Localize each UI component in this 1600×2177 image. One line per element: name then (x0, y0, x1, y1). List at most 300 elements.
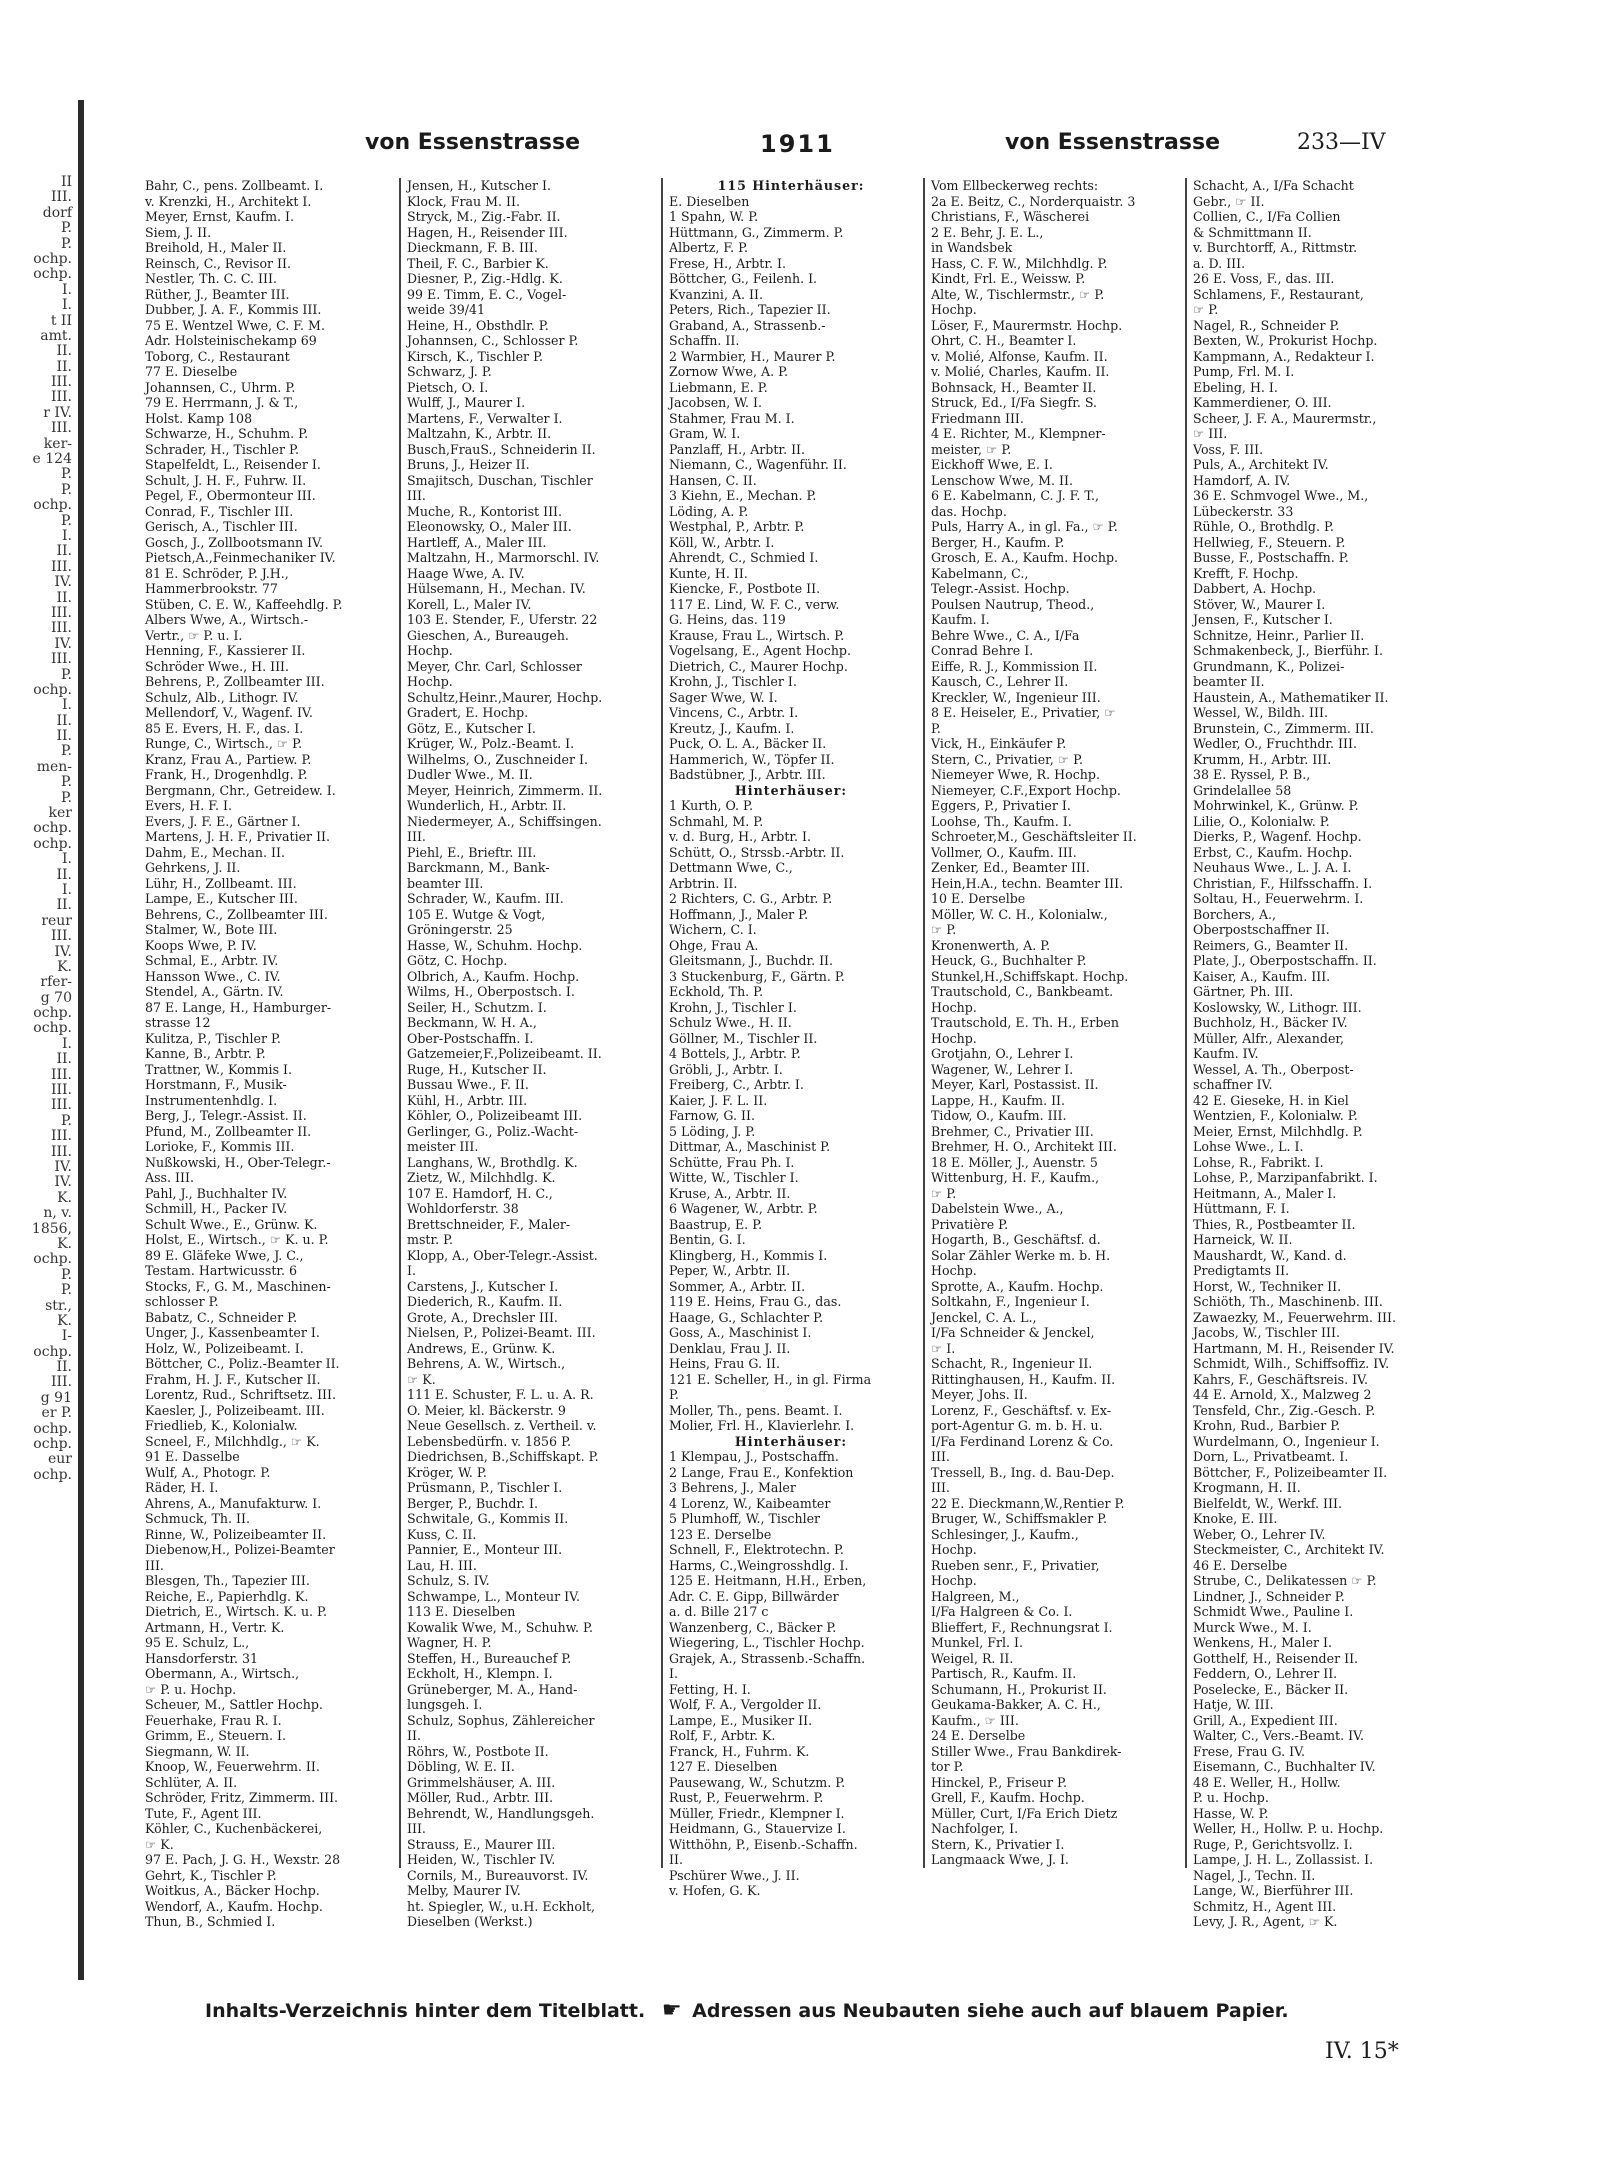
directory-entry: Kammerdiener, O. III. (1193, 395, 1332, 410)
directory-entry: Gieschen, A., Bureaugeh. (407, 627, 569, 643)
directory-entry: Hatje, W. III. (1193, 1697, 1274, 1712)
directory-entry: Erbst, C., Kaufm. Hochp. (1193, 844, 1353, 860)
directory-entry: Kahrs, F., Geschäftsreis. IV. (1193, 1371, 1368, 1387)
directory-entry: Hasse, W. P. (1193, 1805, 1269, 1821)
header-street-right: von Essenstrasse (1005, 130, 1220, 155)
directory-entry: Heitmann, A., Maler I. (1193, 1185, 1337, 1201)
directory-entry: Brehmer, C., Privatier III. (931, 1123, 1094, 1139)
directory-entry: Hüttmann, G., Zimmerm. P. (669, 224, 844, 240)
directory-entry: Stapelfeldt, L., Reisender I. (145, 457, 321, 472)
directory-entry: Walter, C., Vers.-Beamt. IV. (1193, 1728, 1364, 1743)
directory-entry: Eleonowsky, O., Maler III. (407, 519, 572, 534)
directory-entry: Hammerich, W., Töpfer II. (669, 751, 835, 767)
directory-entry: 2a E. Beitz, C., Norderquaistr. 3 (931, 193, 1136, 209)
directory-entry: Badstübner, J., Arbtr. III. (669, 767, 826, 782)
directory-entry: Kranz, Frau A., Partiew. P. (145, 751, 312, 767)
directory-entry: Lohse, R., Fabrikt. I. (1193, 1154, 1324, 1170)
directory-entry: Lampe, E., Kutscher III. (145, 891, 298, 906)
column-1 (145, 178, 389, 1929)
directory-entry: Grimm, E., Steuern. I. (145, 1728, 287, 1743)
directory-entry: Gerlinger, G., Poliz.-Wacht- (407, 1123, 579, 1139)
directory-entry: Dabelstein Wwe., A., (931, 1201, 1064, 1216)
directory-entry: Schiöth, Th., Maschinenb. III. (1193, 1294, 1383, 1309)
directory-entry: Schacht, R., Ingenieur II. (931, 1356, 1093, 1371)
directory-entry: Sager Wwe, W. I. (669, 689, 778, 705)
directory-entry: Molier, Frl. H., Klavierlehr. I. (669, 1418, 855, 1433)
header-year: 1911 (760, 130, 835, 158)
directory-entry: Hochp. (931, 999, 977, 1015)
directory-entry: Hochp. (931, 1030, 977, 1046)
directory-entry: Pfund, M., Zollbeamter II. (145, 1123, 312, 1139)
directory-entry: Vogelsang, E., Agent Hochp. (669, 643, 851, 658)
directory-entry: Bentin, G. I. (669, 1232, 746, 1247)
previous-page-text: P. (60, 512, 72, 529)
directory-entry: Adr. C. E. Gipp, Billwärder (669, 1588, 839, 1604)
directory-entry: Meyer, Johs. II. (931, 1387, 1028, 1402)
directory-entry: Ahrens, A., Manufakturw. I. (145, 1495, 322, 1511)
directory-entry: Grell, F., Kaufm. Hochp. (931, 1790, 1085, 1805)
directory-entry: Hansdorferstr. 31 (145, 1650, 259, 1666)
directory-entry: 111 E. Schuster, F. L. u. A. R. (407, 1387, 594, 1402)
directory-entry: Albers Wwe, A., Wirtsch.- (145, 612, 309, 627)
previous-page-text: II. (56, 1051, 72, 1068)
directory-entry: Eisemann, C., Buchhalter IV. (1193, 1759, 1376, 1774)
directory-entry: Müller, Alfr., Alexander, (1193, 1030, 1345, 1046)
directory-entry: Evers, J. F. E., Gärtner I. (145, 813, 301, 829)
directory-entry: III. (407, 829, 426, 844)
directory-entry: Schulz, Sophus, Zählereicher (407, 1712, 595, 1728)
directory-entry: Wilms, H., Oberpostsch. I. (407, 984, 575, 999)
directory-entry: v. Molié, Charles, Kaufm. II. (931, 364, 1110, 379)
directory-entry: Denklau, Frau J. II. (669, 1340, 791, 1356)
previous-page-text: ochp. (33, 1420, 72, 1437)
directory-entry: Schlüter, A. II. (145, 1774, 238, 1790)
previous-page-text: K. (57, 958, 72, 975)
directory-entry: Hansen, C. II. (669, 472, 757, 488)
directory-entry: Sommer, A., Arbtr. II. (669, 1278, 806, 1294)
previous-page-text: amt. (40, 327, 72, 344)
directory-entry: Liebmann, E. P. (669, 379, 768, 395)
directory-entry: Schwampe, L., Monteur IV. (407, 1588, 581, 1604)
directory-entry: Lappe, H., Kaufm. II. (931, 1092, 1066, 1108)
column-rule (399, 178, 401, 1868)
directory-entry: Pegel, F., Obermonteur III. (145, 488, 316, 503)
directory-entry: 2 Warmbier, H., Maurer P. (669, 348, 836, 364)
previous-page-text: dorf (42, 204, 72, 221)
previous-page-text: ochp. (33, 250, 72, 267)
directory-entry: Hüttmann, F. I. (1193, 1201, 1290, 1216)
directory-entry: Möller, W. C. H., Kolonialw., (931, 906, 1108, 922)
directory-entry: Lampe, J. H. L., Zollassist. I. (1193, 1852, 1374, 1867)
directory-entry: Puls, A., Architekt IV. (1193, 457, 1329, 472)
directory-entry: Eickhoff Wwe, E. I. (931, 457, 1053, 472)
previous-page-text: II. (56, 728, 72, 745)
directory-entry: Kowalik Wwe, M., Schuhw. P. (407, 1619, 593, 1635)
directory-entry: Steckmeister, C., Architekt IV. (1193, 1542, 1385, 1557)
directory-entry: Loohse, Th., Kaufm. I. (931, 813, 1072, 829)
previous-page-text: ochp. (33, 681, 72, 698)
directory-entry: Woitkus, A., Bäcker Hochp. (145, 1883, 320, 1898)
directory-entry: Behrens, A. W., Wirtsch., (407, 1356, 566, 1371)
directory-entry: Pahl, J., Buchhalter IV. (145, 1185, 288, 1201)
directory-entry: Borchers, A., (1193, 906, 1277, 922)
directory-entry: Hülsemann, H., Mechan. IV. (407, 581, 586, 596)
directory-entry: 46 E. Derselbe (1193, 1557, 1288, 1573)
directory-entry: Dorn, L., Privatbeamt. I. (1193, 1449, 1349, 1464)
directory-entry: 77 E. Dieselbe (145, 364, 238, 379)
directory-entry: Meyer, Heinrich, Zimmerm. II. (407, 782, 603, 798)
directory-entry: 81 E. Schröder, P. J.H., (145, 565, 289, 581)
directory-entry: 3 Stuckenburg, F., Gärtn. P. (669, 968, 845, 984)
directory-entry: Meier, Ernst, Milchhdlg. P. (1193, 1123, 1363, 1139)
previous-page-text: II. (56, 343, 72, 360)
previous-page-text: III. (50, 620, 72, 637)
directory-entry: Wurdelmann, O., Ingenieur I. (1193, 1433, 1380, 1449)
directory-entry: Schmidt Wwe., Pauline I. (1193, 1604, 1354, 1619)
directory-entry: III. (407, 488, 426, 503)
directory-entry: Wilhelms, O., Zuschneider I. (407, 751, 588, 767)
directory-entry: III. (931, 1449, 950, 1464)
directory-entry: Schmuck, Th. II. (145, 1511, 251, 1526)
directory-entry: Berg, J., Telegr.-Assist. II. (145, 1108, 307, 1123)
directory-entry: Meyer, Ernst, Kaufm. I. (145, 209, 295, 224)
directory-entry: 24 E. Derselbe (931, 1728, 1026, 1743)
previous-page-text: P. (60, 774, 72, 791)
directory-entry: 87 E. Lange, H., Hamburger- (145, 999, 332, 1015)
directory-entry: Schulz Wwe., H. II. (669, 1015, 792, 1030)
directory-entry: Göllner, M., Tischler II. (669, 1030, 818, 1046)
previous-page-text: III. (50, 1374, 72, 1391)
directory-entry: Dieckmann, F. B. III. (407, 240, 538, 255)
directory-entry: 3 Behrens, J., Maler (669, 1480, 796, 1495)
directory-entry: Hoffmann, J., Maler P. (669, 906, 809, 922)
directory-entry: Artmann, H., Vertr. K. (145, 1619, 285, 1635)
directory-entry: Behre Wwe., C. A., I/Fa (931, 627, 1080, 643)
directory-entry: 113 E. Dieselben (407, 1604, 516, 1619)
previous-page-text: ochp. (33, 1436, 72, 1453)
directory-entry: Kühl, H., Arbtr. III. (407, 1092, 528, 1108)
directory-entry: v. Burchtorff, A., Rittmstr. (1193, 240, 1358, 255)
directory-entry: Bussau Wwe., F. II. (407, 1077, 529, 1092)
directory-entry: Holst, E., Wirtsch., ☞ K. u. P. (145, 1232, 329, 1247)
directory-entry: Harneick, W. II. (1193, 1232, 1293, 1247)
previous-page-text: str., (45, 1297, 72, 1314)
directory-entry: II. (669, 1852, 683, 1867)
previous-page-text: ker (48, 805, 72, 822)
directory-entry: Haustein, A., Mathematiker II. (1193, 689, 1389, 705)
directory-entry: Lohse, P., Marzipanfabrikt. I. (1193, 1170, 1378, 1185)
directory-entry: Berger, H., Kaufm. P. (931, 534, 1065, 550)
directory-entry: Breihold, H., Maler II. (145, 240, 287, 255)
directory-entry: 2 Richters, C. G., Arbtr. P. (669, 891, 833, 906)
directory-entry: Niemann, C., Wagenführ. II. (669, 457, 847, 472)
directory-entry: Horst, W., Techniker II. (1193, 1278, 1342, 1294)
directory-entry: Murck Wwe., M. I. (1193, 1619, 1312, 1635)
directory-entry: Krogmann, H. II. (1193, 1480, 1301, 1495)
directory-entry: Heine, H., Obsthdlr. P. (407, 317, 549, 333)
previous-page-text: ochp. (33, 820, 72, 837)
directory-entry: Lorenz, F., Geschäftsf. v. Ex- (931, 1402, 1111, 1418)
directory-entry: 1 Klempau, J., Postschaffn. (669, 1449, 839, 1464)
directory-entry: Nielsen, P., Polizei-Beamt. III. (407, 1325, 596, 1340)
directory-entry: 107 E. Hamdorf, H. C., (407, 1185, 553, 1201)
directory-entry: Knoke, E. III. (1193, 1511, 1278, 1526)
directory-entry: 42 E. Gieseke, H. in Kiel (1193, 1092, 1349, 1108)
directory-entry: Lorentz, Rud., Schriftsetz. III. (145, 1387, 337, 1402)
header-page-number: 233—IV (1297, 130, 1386, 155)
directory-entry: Jenckel, C. A. L., (931, 1309, 1037, 1325)
directory-entry: Berger, P., Buchdr. I. (407, 1495, 539, 1511)
directory-entry: III. (407, 1821, 426, 1836)
directory-entry: Vincens, C., Arbtr. I. (669, 705, 799, 720)
directory-entry: Gehrkens, J. II. (145, 860, 241, 875)
directory-entry: Meyer, Chr. Carl, Schlosser (407, 658, 582, 674)
directory-entry: Voss, F. III. (1193, 441, 1264, 457)
directory-entry: Schult, J. H. F., Fuhrw. II. (145, 472, 307, 488)
directory-entry: Adr. Holsteinischekamp 69 (145, 333, 317, 348)
directory-entry: Pschürer Wwe., J. II. (669, 1867, 800, 1883)
directory-entry: Neue Gesellsch. z. Vertheil. v. (407, 1418, 597, 1433)
directory-entry: Böttcher, C., Poliz.-Beamter II. (145, 1356, 340, 1371)
directory-entry: Lenschow Wwe, M. II. (931, 472, 1073, 488)
directory-entry: Martens, J. H. F., Privatier II. (145, 829, 331, 844)
directory-entry: Behrens, P., Zollbeamter III. (145, 674, 325, 689)
directory-entry: Krüger, W., Polz.-Beamt. I. (407, 736, 575, 751)
directory-entry: Ohge, Frau A. (669, 937, 759, 953)
directory-entry: Gröbli, J., Arbtr. I. (669, 1061, 783, 1077)
previous-page-text: ochp. (33, 497, 72, 514)
directory-entry: Maushardt, W., Kand. d. (1193, 1247, 1347, 1263)
directory-entry: Schröder Wwe., H. III. (145, 658, 290, 674)
directory-entry: 117 E. Lind, W. F. C., verw. (669, 596, 840, 612)
directory-entry: 4 Lorenz, W., Kaibeamter (669, 1495, 831, 1511)
directory-entry: Lohse Wwe., L. I. (1193, 1139, 1304, 1154)
directory-entry: Vick, H., Einkäufer P. (931, 736, 1067, 751)
directory-entry: I/Fa Ferdinand Lorenz & Co. (931, 1433, 1114, 1449)
directory-entry: 75 E. Wentzel Wwe, C. F. M. (145, 317, 325, 333)
directory-entry: Scheer, J. F. A., Maurermstr., (1193, 410, 1377, 426)
directory-entry: Lorioke, F., Kommis III. (145, 1139, 295, 1154)
directory-entry: Wohldorferstr. 38 (407, 1201, 519, 1216)
directory-entry: Kausch, C., Lehrer II. (931, 674, 1069, 689)
directory-entry: Oberpostschaffner II. (1193, 922, 1330, 937)
directory-entry: Weller, H., Hollw. P. u. Hochp. (1193, 1821, 1384, 1836)
directory-entry: Wittenburg, H. F., Kaufm., (931, 1170, 1100, 1185)
directory-entry: Arbtrin. II. (669, 875, 738, 891)
directory-entry: Alte, W., Tischlermstr., ☞ P. (931, 286, 1105, 302)
directory-entry: das. Hochp. (931, 503, 1007, 519)
directory-entry: 44 E. Arnold, X., Malzweg 2 (1193, 1387, 1372, 1402)
previous-page-text: I. (62, 527, 72, 544)
directory-entry: Poulsen Nautrup, Theod., (931, 596, 1095, 612)
previous-page-text: I. (62, 851, 72, 868)
directory-entry: Peper, W., Arbtr. II. (669, 1263, 791, 1278)
directory-entry: 22 E. Dieckmann,W.,Rentier P. (931, 1495, 1125, 1511)
directory-entry: Müller, Curt, I/Fa Erich Dietz (931, 1805, 1118, 1821)
previous-page-text: P. (60, 666, 72, 683)
directory-entry: 10 E. Derselbe (931, 891, 1026, 906)
directory-entry: Wedler, O., Fruchthdr. III. (1193, 736, 1357, 751)
directory-entry: Kreckler, W., Ingenieur III. (931, 689, 1101, 705)
directory-entry: Trautschold, E. Th. H., Erben (931, 1015, 1119, 1030)
directory-entry: Löser, F., Maurermstr. Hochp. (931, 317, 1123, 333)
directory-entry: Stüben, C. E. W., Kaffeehdlg. P. (145, 596, 343, 612)
directory-entry: Munkel, Frl. I. (931, 1635, 1024, 1650)
directory-entry: Pietsch,A.,Feinmechaniker IV. (145, 550, 336, 565)
directory-entry: Ruge, P., Gerichtsvollz. I. (1193, 1836, 1353, 1852)
directory-entry: Bruger, W., Schiffsmakler P. (931, 1511, 1108, 1526)
directory-entry: 105 E. Wutge & Vogt, (407, 906, 546, 922)
directory-entry: Vollmer, O., Kaufm. III. (931, 844, 1077, 860)
directory-entry: Krefft, F. Hochp. (1193, 565, 1299, 581)
directory-entry: Smajitsch, Duschan, Tischler (407, 472, 593, 488)
directory-entry: Fetting, H. I. (669, 1681, 751, 1697)
directory-entry: Reiche, E., Papierhdlg. K. (145, 1588, 309, 1604)
directory-entry: Bexten, W., Prokurist Hochp. (1193, 333, 1378, 348)
directory-entry: Böttcher, G., Feilenh. I. (669, 271, 818, 286)
directory-entry: Gosch, J., Zollbootsmann IV. (145, 534, 324, 550)
directory-entry: Dieselben (Werkst.) (407, 1914, 533, 1929)
directory-entry: Grundmann, K., Polizei- (1193, 658, 1345, 674)
directory-entry: Gärtner, Ph. III. (1193, 984, 1294, 999)
directory-entry: Schultz,Heinr.,Maurer, Hochp. (407, 689, 603, 705)
directory-entry: ☞ P. u. Hochp. (145, 1681, 237, 1697)
directory-entry: Olbrich, A., Kaufm. Hochp. (407, 968, 580, 984)
previous-page-text: II (60, 174, 72, 190)
directory-entry: Collien, C., I/Fa Collien (1193, 209, 1341, 224)
directory-entry: 8 E. Heiseler, E., Privatier, ☞ (931, 705, 1116, 720)
directory-entry: Stalmer, W., Bote III. (145, 922, 278, 937)
directory-entry: Privatière P. (931, 1216, 1009, 1232)
previous-page-text: g 91 (40, 1389, 72, 1406)
directory-entry: Babatz, C., Schneider P. (145, 1309, 298, 1325)
directory-entry: Stern, C., Privatier, ☞ P. (931, 751, 1084, 767)
directory-entry: Stendel, A., Gärtn. IV. (145, 984, 284, 999)
previous-page-text: III. (50, 374, 72, 391)
directory-entry: Eiffe, R. J., Kommission II. (931, 658, 1098, 674)
previous-page-text: IV. (54, 574, 72, 591)
directory-entry: Strauss, E., Maurer III. (407, 1836, 556, 1852)
directory-entry: 18 E. Möller, J., Auenstr. 5 (931, 1154, 1098, 1170)
directory-entry: Hellwieg, F., Steuern. P. (1193, 534, 1346, 550)
directory-entry: Korell, L., Maler IV. (407, 596, 532, 612)
directory-entry: Pannier, E., Monteur III. (407, 1542, 563, 1557)
directory-entry: Grindelallee 58 (1193, 782, 1292, 798)
directory-entry: Stocks, F., G. M., Maschinen- (145, 1278, 331, 1294)
directory-entry: Ohrt, C. H., Beamter I. (931, 333, 1077, 348)
directory-entry: Zornow Wwe, A. P. (669, 364, 789, 379)
directory-entry: Stöver, W., Maurer I. (1193, 596, 1326, 612)
directory-entry: Schulz, S. IV. (407, 1573, 490, 1588)
directory-entry: Wulf, A., Photogr. P. (145, 1464, 271, 1480)
directory-entry: & Schmittmann II. (1193, 224, 1312, 240)
directory-entry: Piehl, E., Brieftr. III. (407, 844, 537, 860)
previous-page-text: I. (62, 881, 72, 898)
previous-page-text: III. (50, 604, 72, 621)
directory-entry: Solar Zähler Werke m. b. H. (931, 1247, 1111, 1263)
directory-entry: Hansson Wwe., C. IV. (145, 968, 281, 984)
directory-entry: Partisch, R., Kaufm. II. (931, 1666, 1077, 1681)
directory-entry: Nestler, Th. C. C. III. (145, 271, 277, 286)
previous-page-text: I- (61, 1328, 72, 1345)
directory-entry: Gehrt, K., Tischler P. (145, 1867, 277, 1883)
directory-entry: Stiller Wwe., Frau Bankdirek- (931, 1743, 1122, 1759)
column-rule (661, 178, 663, 1868)
directory-entry: Pausewang, W., Schutzm. P. (669, 1774, 846, 1790)
directory-entry: Kulitza, P., Tischler P. (145, 1030, 281, 1046)
directory-entry: Lebensbedürfn. v. 1856 P. (407, 1433, 571, 1449)
directory-entry: ht. Spiegler, W., u.H. Eckholt, (407, 1898, 596, 1914)
directory-entry: Behrendt, W., Handlungsgeh. (407, 1805, 595, 1821)
directory-entry: 1 Kurth, O. P. (669, 798, 753, 813)
directory-entry: Bohnsack, H., Beamter II. (931, 379, 1097, 395)
directory-entry: Dabbert, A. Hochp. (1193, 581, 1317, 596)
previous-page-text: g 70 (40, 989, 72, 1006)
directory-entry: Wenkens, H., Maler I. (1193, 1635, 1333, 1650)
directory-entry: Sprotte, A., Kaufm. Hochp. (931, 1278, 1104, 1294)
directory-entry: Bielfeldt, W., Werkf. III. (1193, 1495, 1342, 1511)
directory-entry: Peters, Rich., Tapezier II. (669, 302, 831, 317)
section-heading: Hinterhäuser: (734, 1433, 848, 1449)
directory-entry: Weigel, R. II. (931, 1650, 1014, 1666)
directory-entry: Scheuer, M., Sattler Hochp. (145, 1697, 323, 1712)
directory-entry: Diedrichsen, B.,Schiffskapt. P. (407, 1449, 599, 1464)
directory-entry: Puls, Harry A., in gl. Fa., ☞ P. (931, 519, 1118, 534)
directory-entry: Lilie, O., Kolonialw. P. (1193, 813, 1330, 829)
directory-entry: I/Fa Halgreen & Co. I. (931, 1604, 1073, 1619)
directory-entry: 1 Spahn, W. P. (669, 209, 759, 224)
directory-entry: strasse 12 (145, 1015, 211, 1030)
directory-entry: Maltzahn, K., Arbtr. II. (407, 426, 552, 441)
directory-entry: Graband, A., Strassenb.- (669, 317, 826, 333)
directory-entry: Ebeling, H. I. (1193, 379, 1278, 395)
directory-entry: Stryck, M., Zig.-Fabr. II. (407, 209, 561, 224)
directory-entry: Lampe, E., Musiker II. (669, 1712, 813, 1728)
directory-entry: Poselecke, E., Bäcker II. (1193, 1681, 1349, 1697)
directory-entry: Schwarze, H., Schuhm. P. (145, 426, 309, 441)
directory-entry: Wunderlich, H., Arbtr. II. (407, 798, 567, 813)
directory-entry: 5 Plumhoff, W., Tischler (669, 1511, 821, 1526)
directory-entry: Heiden, W., Tischler IV. (407, 1852, 556, 1867)
directory-entry: Kindt, Frl. E., Weissw. P. (931, 271, 1086, 286)
previous-page-text: II. (56, 712, 72, 729)
directory-entry: Nußkowski, H., Ober-Telegr.- (145, 1154, 331, 1170)
previous-page-text: IV. (54, 943, 72, 960)
column-rule (923, 178, 925, 1868)
previous-page-text: I. (62, 281, 72, 298)
directory-entry: Stern, K., Privatier I. (931, 1836, 1065, 1852)
directory-entry: Conrad, F., Tischler III. (145, 503, 294, 519)
directory-entry: Kuss, C. II. (407, 1526, 477, 1542)
previous-page-text: III. (50, 189, 72, 206)
directory-entry: Busch,FrauS., Schneiderin II. (407, 441, 596, 457)
directory-entry: Muche, R., Kontorist III. (407, 503, 563, 519)
directory-entry: Andrews, E., Grünw. K. (407, 1340, 556, 1356)
directory-entry: Stahmer, Frau M. I. (669, 410, 795, 426)
directory-entry: Tensfeld, Chr., Zig.-Gesch. P. (1193, 1402, 1376, 1418)
directory-entry: 3 Kiehn, E., Mechan. P. (669, 488, 817, 503)
directory-entry: v. Krenzki, H., Architekt I. (145, 193, 312, 209)
previous-page-text: III. (50, 651, 72, 668)
directory-entry: Schwitale, G., Kommis II. (407, 1511, 569, 1526)
directory-entry: Henning, F., Kassierer II. (145, 643, 306, 658)
directory-entry: Dahm, E., Mechan. II. (145, 844, 285, 860)
directory-entry: beamter II. (1193, 674, 1265, 689)
directory-entry: Ahrendt, C., Schmied I. (669, 550, 819, 565)
directory-entry: Eggers, P., Privatier I. (931, 798, 1071, 813)
column-5 (1193, 178, 1437, 1929)
directory-entry: Krohn, J., Tischler I. (669, 674, 797, 689)
